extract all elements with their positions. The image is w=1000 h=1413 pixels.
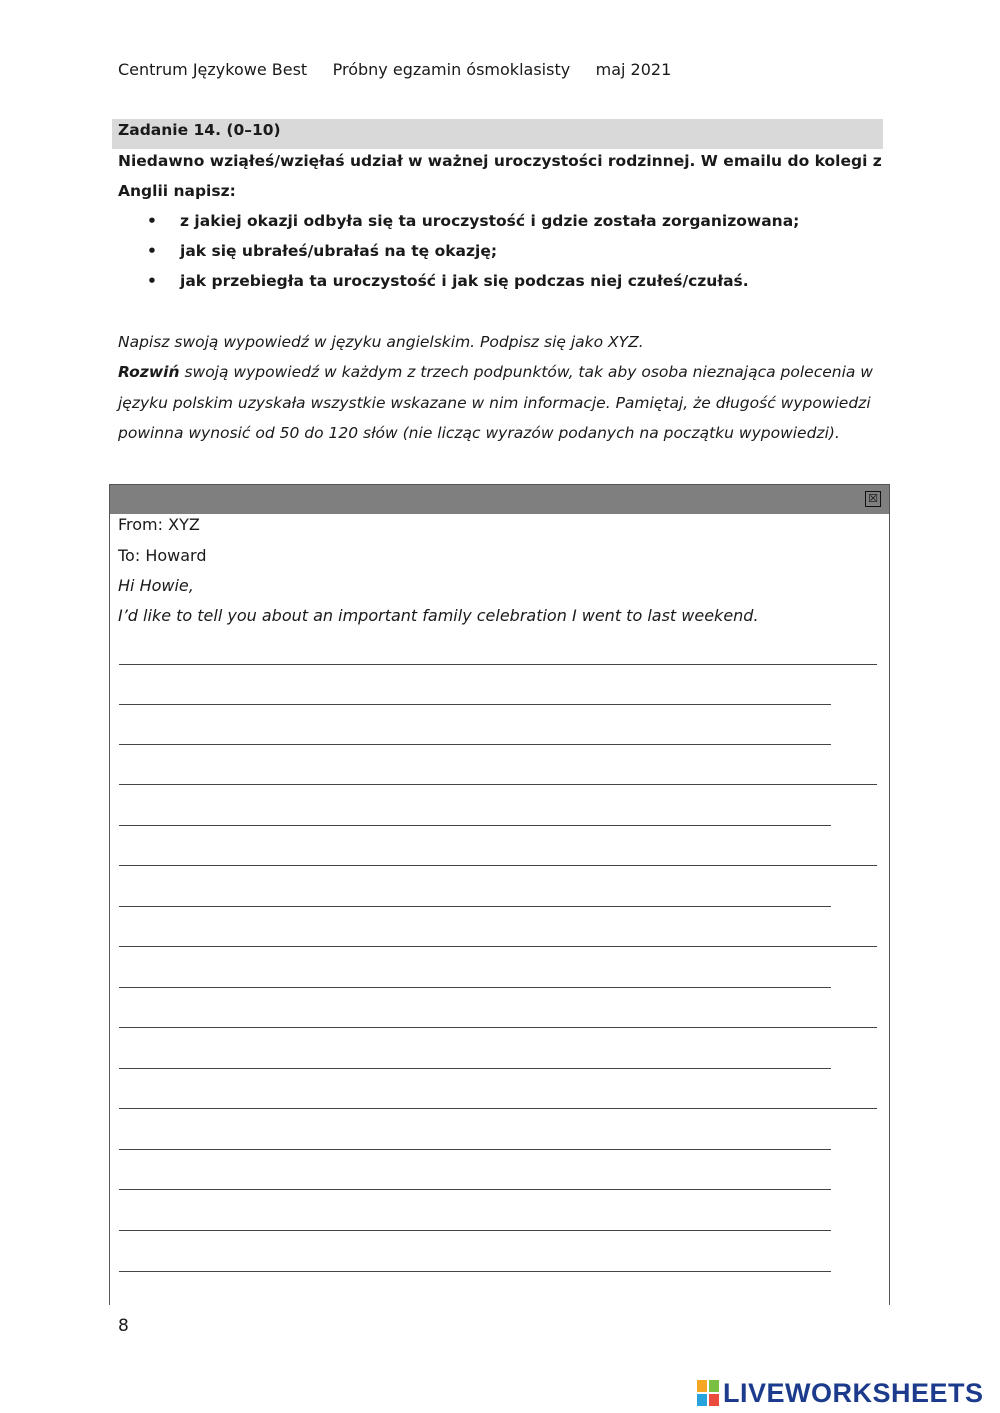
liveworksheets-brand[interactable] [697, 1378, 984, 1408]
bullet-item: jak przebiegła ta uroczystość i jak się podczas niej czułeś/czułaś. [180, 272, 749, 290]
task-title: Zadanie 14. (0–10) [118, 121, 281, 139]
writing-line[interactable] [119, 744, 831, 745]
note-bold-word: Rozwiń [118, 363, 180, 381]
bullet-icon: • [147, 242, 157, 260]
email-box-titlebar [110, 485, 889, 514]
note-line: Napisz swoją wypowiedź w języku angielskim. Podpisz się jako XYZ. [118, 333, 644, 351]
liveworksheets-logo-icon [697, 1380, 719, 1406]
bullet-item: jak się ubrałeś/ubrałaś na tę okazję; [180, 242, 498, 260]
page-header: Centrum Językowe Best Próbny egzamin ósmoklasisty maj 2021 [118, 60, 672, 79]
bullet-icon: • [147, 272, 157, 290]
writing-line[interactable] [119, 664, 877, 665]
writing-line[interactable] [119, 865, 877, 866]
writing-line[interactable] [119, 825, 831, 826]
logo-square [709, 1380, 719, 1392]
writing-line[interactable] [119, 1027, 877, 1028]
note-line [118, 363, 873, 381]
task-instruction: Niedawno wziąłeś/wzięłaś udział w ważnej uroczystości rodzinnej. W emailu do kolegi z Anglii napisz: [118, 152, 882, 200]
writing-line[interactable] [119, 1271, 831, 1272]
email-to: To: Howard [118, 546, 207, 565]
writing-line[interactable] [119, 784, 877, 785]
bullet-item: z jakiej okazji odbyła się ta uroczystość i gdzie została zorganizowana; [180, 212, 800, 230]
note-line: języku polskim uzyskała wszystkie wskazane w nim informacje. Pamiętaj, że długość wypowiedzi [118, 394, 871, 412]
note-line: powinna wynosić od 50 do 120 słów (nie licząc wyrazów podanych na początku wypowiedzi). [118, 424, 840, 442]
writing-line[interactable] [119, 704, 831, 705]
note-line-rest: swoją wypowiedź w każdym z trzech podpunktów, tak aby osoba nieznająca polecenia w [179, 363, 873, 381]
logo-square [709, 1394, 719, 1406]
brand-name: LIVEWORKSHEETS [723, 1377, 984, 1408]
close-icon[interactable]: ☒ [865, 491, 881, 507]
writing-line[interactable] [119, 1149, 831, 1150]
logo-square [697, 1380, 707, 1392]
email-greeting: Hi Howie, [118, 576, 194, 595]
writing-line[interactable] [119, 1230, 831, 1231]
page-number: 8 [118, 1316, 129, 1336]
email-opening: I’d like to tell you about an important family celebration I went to last weekend. [118, 606, 759, 625]
writing-line[interactable] [119, 906, 831, 907]
bullet-icon: • [147, 212, 157, 230]
writing-line[interactable] [119, 1068, 831, 1069]
writing-line[interactable] [119, 987, 831, 988]
email-from: From: XYZ [118, 515, 200, 534]
writing-line[interactable] [119, 946, 877, 947]
writing-line[interactable] [119, 1108, 877, 1109]
logo-square [697, 1394, 707, 1406]
writing-line[interactable] [119, 1189, 831, 1190]
